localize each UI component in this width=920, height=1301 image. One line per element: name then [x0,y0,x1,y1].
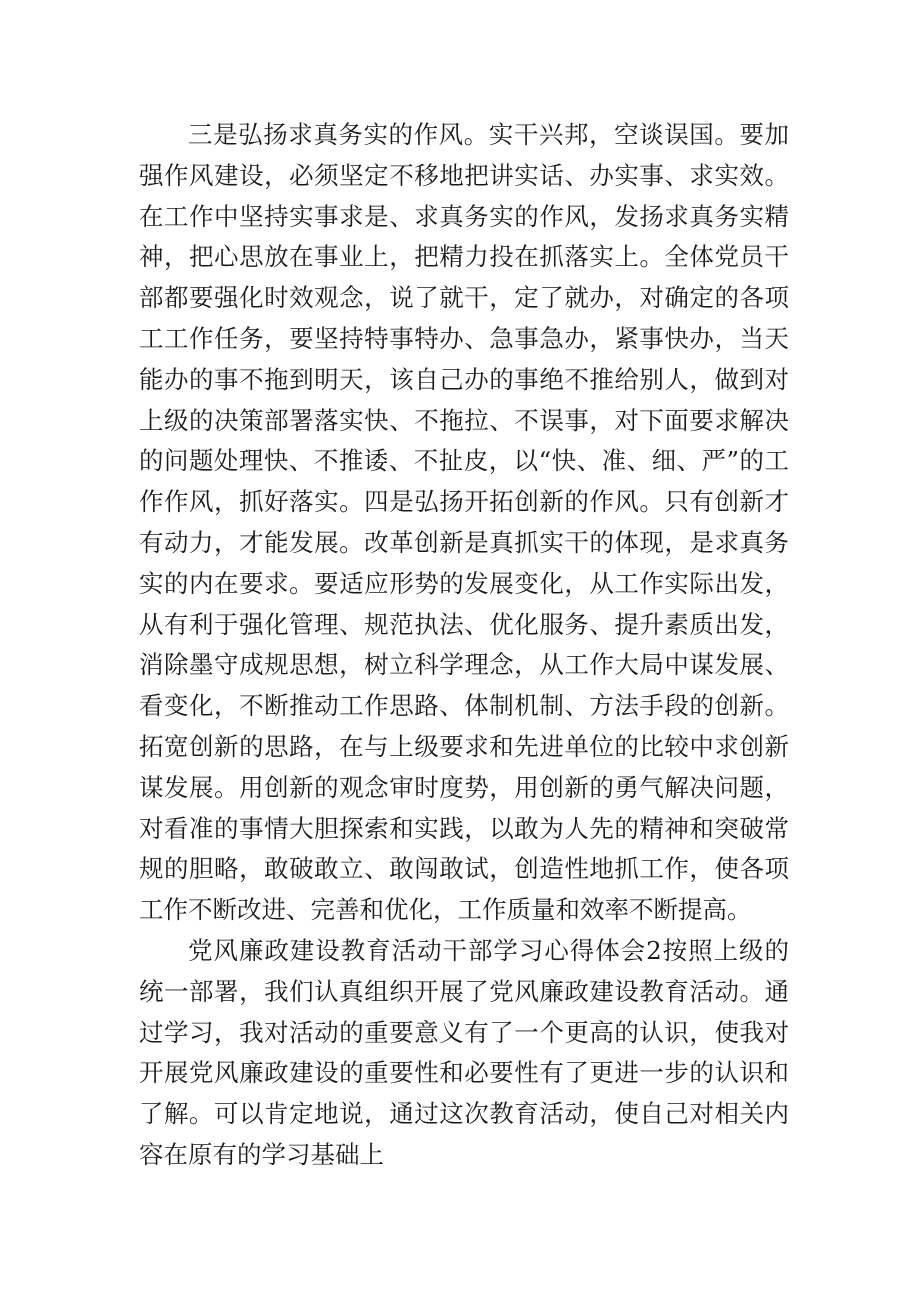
document-body [139,115,789,1176]
paragraph-work-style: 三是弘扬求真务实的作风。实干兴邦，空谈误国。要加强作风建设，必须坚定不移地把讲实话、办实事、求实效。在工作中坚持实事求是、求真务实的作风，发扬求真务实精神，把心思放在事业上，把精力投在抓落实上。全体党员干部都要强化时效观念，说了就干，定了就办，对确定的各项工工作任务，要坚持特事特办、急事急办，紧事快办，当天能办的事不拖到明天，该自己办的事绝不推给别人，做到对上级的决策部署落实快、不拖拉、不误事，对下面要求解决的问题处理快、不推诿、不扯皮，以“快、准、细、严”的工作作风，抓好落实。四是弘扬开拓创新的作风。只有创新才有动力，才能发展。改革创新是真抓实干的体现，是求真务实的内在要求。要适应形势的发展变化，从工作实际出发，从有利于强化管理、规范执法、优化服务、提升素质出发，消除墨守成规思想，树立科学理念，从工作大局中谋发展、看变化，不断推动工作思路、体制机制、方法手段的创新。拓宽创新的思路，在与上级要求和先进单位的比较中求创新谋发展。用创新的观念审时度势，用创新的勇气解决问题，对看准的事情大胆探索和实践，以敢为人先的精神和突破常规的胆略，敢破敢立、敢闯敢试，创造性地抓工作，使各项工作不断改进、完善和优化，工作质量和效率不断提高。 [139,120,789,925]
paragraph-study-experience: 党风廉政建设教育活动干部学习心得体会2按照上级的统一部署，我们认真组织开展了党风廉政建设教育活动。通过学习，我对活动的重要意义有了一个更高的认识，使我对开展党风廉政建设的重要性和必要性有了更进一步的认识和了解。可以肯定地说，通过这次教育活动，使自己对相关内容在原有的学习基础上 [139,935,789,1169]
